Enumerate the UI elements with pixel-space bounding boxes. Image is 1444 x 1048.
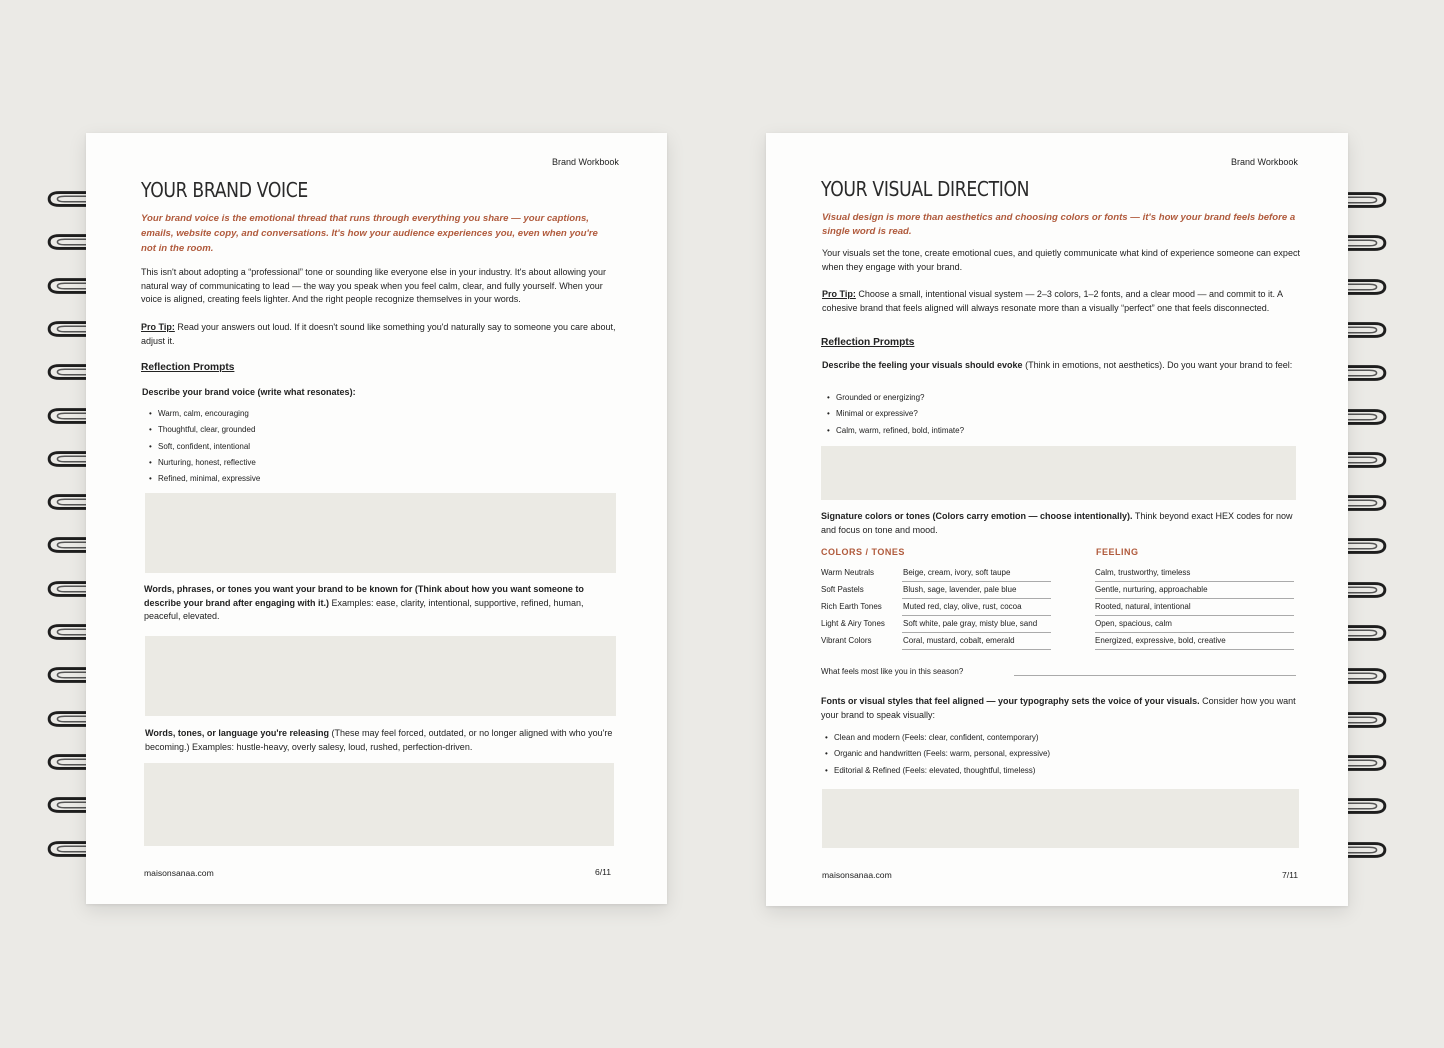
- page-title: YOUR VISUAL DIRECTION: [821, 177, 1030, 201]
- season-answer-line[interactable]: [1014, 675, 1296, 676]
- tone-feeling: Gentle, nurturing, approachable: [1095, 585, 1208, 594]
- prompt-known-for-bold: Words, phrases, or tones you want your brand to be known for (Think about how you want someone to describe your brand after engaging with it.): [144, 584, 584, 608]
- tone-name: Vibrant Colors: [821, 636, 872, 645]
- pro-tip: [141, 321, 616, 348]
- table-divider: [902, 598, 1051, 599]
- tone-feeling: Open, spacious, calm: [1095, 619, 1172, 628]
- season-question: What feels most like you in this season?: [821, 667, 964, 676]
- answer-box-fonts[interactable]: [822, 789, 1299, 848]
- prompt-colors-rest: Think beyond exact HEX codes for now and focus on tone and mood.: [821, 511, 1293, 535]
- list-item: • Soft, confident, intentional: [144, 439, 444, 455]
- prompt-feeling-rest: (Think in emotions, not aesthetics). Do you want your brand to feel:: [1022, 360, 1293, 370]
- tone-name: Rich Earth Tones: [821, 602, 882, 611]
- tone-examples: Soft white, pale gray, misty blue, sand: [903, 619, 1038, 628]
- reflection-prompts-heading: Reflection Prompts: [141, 362, 235, 373]
- table-divider: [1095, 649, 1294, 650]
- table-divider: [1095, 581, 1294, 582]
- table-divider: [902, 581, 1051, 582]
- tone-name: Light & Airy Tones: [821, 619, 885, 628]
- pro-tip-label: Pro Tip:: [822, 289, 856, 299]
- table-divider: [902, 615, 1051, 616]
- workbook-page-brand-voice: [86, 133, 667, 904]
- tone-feeling: Calm, trustworthy, timeless: [1095, 568, 1191, 577]
- pro-tip-text: Read your answers out loud. If it doesn't sound like something you'd naturally say to someone you care about, adjust it.: [141, 322, 616, 346]
- table-divider: [1095, 615, 1294, 616]
- list-item: • Editorial & Refined (Feels: elevated, thoughtful, timeless): [820, 763, 1220, 779]
- intro-paragraph: Your visuals set the tone, create emotional cues, and quietly communicate what kind of experience someone can expect when they engage with your brand.: [822, 248, 1300, 272]
- tone-name: Warm Neutrals: [821, 568, 875, 577]
- prompt-known-for-rest: Examples: ease, clarity, intentional, supportive, refined, human, peaceful, elevated.: [144, 597, 584, 621]
- feeling-options-list: [822, 390, 1122, 439]
- font-options-list: [820, 730, 1220, 779]
- list-item: • Refined, minimal, expressive: [144, 471, 444, 487]
- lead-paragraph: Your brand voice is the emotional thread that runs through everything you share — your captions, emails, website copy, and conversations. It's how your audience experiences you, even when you're not in the room.: [141, 213, 598, 254]
- pro-tip-text: Choose a small, intentional visual system — 2–3 colors, 1–2 fonts, and a clear mood — and commit to it. A cohesive brand that feels aligned will always resonate more than a visually “perfect” one that feels disconnected.: [822, 289, 1283, 313]
- prompt-known-for: [144, 583, 616, 624]
- tone-name: Soft Pastels: [821, 585, 864, 594]
- prompt-feeling: [822, 359, 1297, 373]
- tone-feeling: Rooted, natural, intentional: [1095, 602, 1191, 611]
- list-item: • Thoughtful, clear, grounded: [144, 422, 444, 438]
- prompt-releasing: [145, 727, 615, 754]
- voice-options-list: [144, 406, 444, 487]
- answer-box-brand-voice[interactable]: [145, 493, 616, 573]
- prompt-fonts: [821, 695, 1301, 722]
- list-item: • Nurturing, honest, reflective: [144, 455, 444, 471]
- prompt-brand-voice: Describe your brand voice (write what resonates):: [142, 387, 356, 397]
- prompt-fonts-rest: Consider how you want your brand to speak visually:: [821, 696, 1296, 720]
- list-item: • Grounded or energizing?: [822, 390, 1122, 406]
- tone-feeling: Energized, expressive, bold, creative: [1095, 636, 1226, 645]
- prompt-releasing-bold: Words, tones, or language you're releasing: [145, 728, 330, 738]
- pro-tip: [822, 288, 1304, 315]
- list-item: • Calm, warm, refined, bold, intimate?: [822, 423, 1122, 439]
- page-title: YOUR BRAND VOICE: [141, 178, 308, 202]
- table-divider: [902, 649, 1051, 650]
- list-item: • Minimal or expressive?: [822, 406, 1122, 422]
- prompt-releasing-rest: (These may feel forced, outdated, or no longer aligned with who you're becoming.) Examples: hustle-heavy, overly salesy, loud, rushed, perfection-driven.: [145, 728, 613, 752]
- list-item: • Organic and handwritten (Feels: warm, personal, expressive): [820, 746, 1220, 762]
- page-number: 6/11: [595, 867, 612, 877]
- footer-site: maisonsanaa.com: [822, 870, 892, 880]
- column-heading-colors: COLORS / TONES: [821, 547, 905, 557]
- reflection-prompts-heading: Reflection Prompts: [821, 337, 915, 348]
- prompt-feeling-bold: Describe the feeling your visuals should evoke: [822, 360, 1023, 370]
- tone-examples: Muted red, clay, olive, rust, cocoa: [903, 602, 1022, 611]
- tone-examples: Coral, mustard, cobalt, emerald: [903, 636, 1015, 645]
- tone-examples: Beige, cream, ivory, soft taupe: [903, 568, 1011, 577]
- pro-tip-label: Pro Tip:: [141, 322, 175, 332]
- page-number: 7/11: [1282, 870, 1299, 880]
- prompt-fonts-bold: Fonts or visual styles that feel aligned — your typography sets the voice of your visuals.: [821, 696, 1200, 706]
- lead-paragraph: Visual design is more than aesthetics and choosing colors or fonts — it's how your brand feels before a single word is read.: [822, 212, 1296, 237]
- prompt-colors: [821, 510, 1301, 537]
- answer-box-known-for[interactable]: [145, 636, 616, 716]
- table-divider: [1095, 632, 1294, 633]
- column-heading-feeling: FEELING: [1096, 547, 1139, 557]
- workbook-page-visual-direction: [766, 133, 1348, 906]
- answer-box-feeling[interactable]: [821, 446, 1296, 500]
- tone-examples: Blush, sage, lavender, pale blue: [903, 585, 1017, 594]
- page-header: Brand Workbook: [1231, 157, 1298, 167]
- list-item: • Clean and modern (Feels: clear, confident, contemporary): [820, 730, 1220, 746]
- footer-site: maisonsanaa.com: [144, 868, 214, 878]
- intro-paragraph: This isn't about adopting a “professional” tone or sounding like everyone else in your industry. It's about allowing your natural way of communicating to lead — the way you speak when you feel calm, clear, and fully yourself. When your voice is aligned, creating feels lighter. And the right people recognize themselves in your words.: [141, 267, 607, 304]
- table-divider: [902, 632, 1051, 633]
- prompt-colors-bold: Signature colors or tones (Colors carry emotion — choose intentionally).: [821, 511, 1133, 521]
- page-header: Brand Workbook: [552, 157, 619, 167]
- list-item: • Warm, calm, encouraging: [144, 406, 444, 422]
- answer-box-releasing[interactable]: [144, 763, 614, 846]
- table-divider: [1095, 598, 1294, 599]
